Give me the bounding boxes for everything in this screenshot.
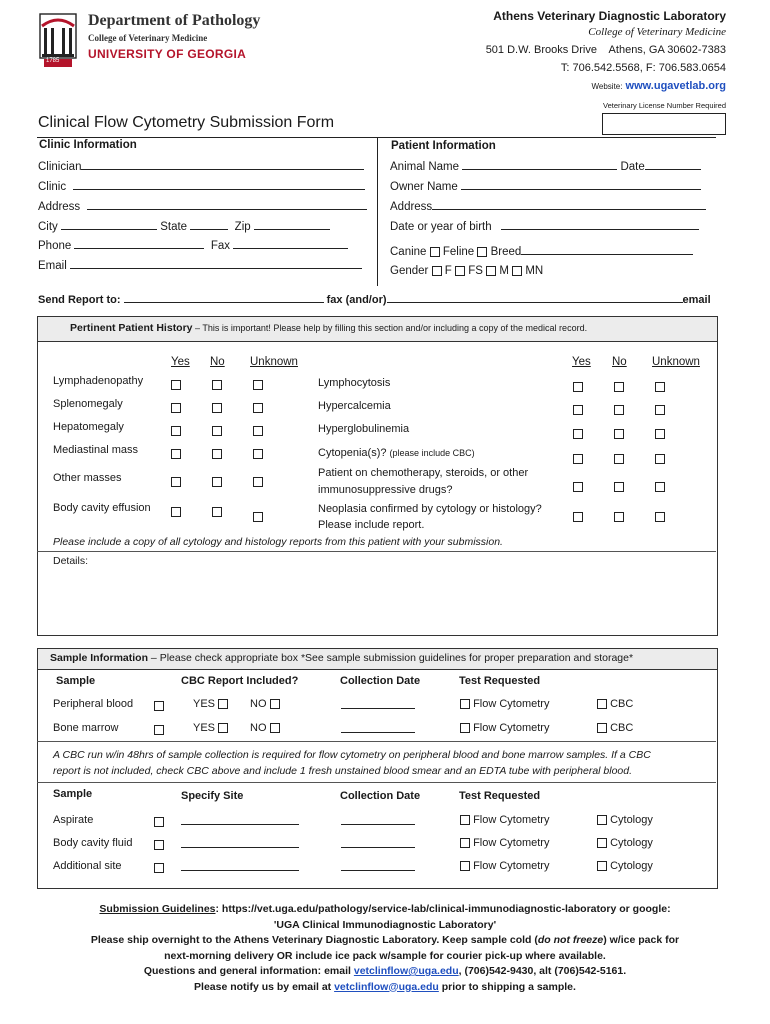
history-heading-row: [70, 322, 587, 334]
cb-chemo-unknown[interactable]: [655, 482, 665, 492]
cb-cytopenia-unknown[interactable]: [655, 454, 665, 464]
bone-marrow-date-input[interactable]: [341, 732, 415, 733]
clinic-heading: Clinic Information: [39, 139, 137, 151]
col-test-1: Test Requested: [459, 675, 541, 687]
gender-m-label: M: [499, 265, 509, 277]
hist-row-lymphocytosis: Lymphocytosis: [318, 377, 391, 389]
peripheral-flow-checkbox[interactable]: [460, 699, 470, 709]
hist-no-right: No: [612, 356, 627, 368]
aspirate-checkbox[interactable]: [154, 817, 164, 827]
body-cavity-label: Body cavity fluid: [53, 837, 133, 849]
cb-lymphadenopathy-unknown[interactable]: [253, 380, 263, 390]
cb-hepatomegaly-yes[interactable]: [171, 426, 181, 436]
aspirate-site-input[interactable]: [181, 824, 299, 825]
details-label: Details:: [53, 555, 89, 567]
guidelines-url[interactable]: : https://vet.uga.edu/pathology/service-lab/clinical-immunodiagnostic-laboratory or google:: [215, 903, 671, 915]
footer-google: 'UGA Clinical Immunodiagnostic Laboratory': [273, 918, 497, 931]
zip-label: Zip: [234, 221, 251, 233]
bone-marrow-label: Bone marrow: [53, 722, 119, 734]
clinic-address-field[interactable]: [38, 201, 367, 213]
peripheral-checkbox[interactable]: [154, 701, 164, 711]
gender-mn-label: MN: [525, 265, 544, 277]
body-cavity-cytology-label: Cytology: [610, 837, 653, 849]
sample-note: – Please check appropriate box *See sample submission guidelines for proper preparation and storage*: [148, 652, 634, 664]
cb-neoplasia-yes[interactable]: [573, 512, 583, 522]
patient-address-label: Address: [390, 201, 433, 213]
peripheral-date-input[interactable]: [341, 708, 415, 709]
footer: [20, 902, 750, 995]
peripheral-flow-label: Flow Cytometry: [473, 698, 550, 710]
body-cavity-flow-checkbox[interactable]: [460, 838, 470, 848]
cb-hypercalcemia-yes[interactable]: [573, 405, 583, 415]
additional-checkbox[interactable]: [154, 863, 164, 873]
cb-mediastinal-no[interactable]: [212, 449, 222, 459]
gender-fs-checkbox[interactable]: [486, 266, 496, 276]
col-date-1: Collection Date: [340, 675, 421, 687]
additional-date-input[interactable]: [341, 870, 415, 871]
cb-cytopenia-no[interactable]: [614, 454, 624, 464]
state-label: State: [160, 221, 188, 233]
cytopenia-note: (please include CBC): [389, 448, 475, 458]
bone-marrow-no-label: NO: [250, 722, 267, 734]
history-include-note: Please include a copy of all cytology and histology reports from this patient with your submission.: [53, 536, 503, 548]
aspirate-label: Aspirate: [53, 814, 94, 826]
hist-row-chemo: [318, 465, 542, 501]
sample-row-bone-marrow: [53, 722, 713, 734]
hist-unknown-right: Unknown: [652, 356, 700, 368]
gender-fs-label: FS: [468, 265, 483, 277]
breed-label: Breed: [490, 246, 522, 258]
cb-neoplasia-no[interactable]: [614, 512, 624, 522]
col-cbc: CBC Report Included?: [181, 675, 299, 687]
ship-text-1: Please ship overnight to the Athens Veterinary Diagnostic Laboratory. Keep sample cold (: [90, 934, 538, 946]
breed-input[interactable]: [521, 254, 693, 255]
license-label: Veterinary License Number Required: [603, 101, 726, 110]
bone-marrow-checkbox[interactable]: [154, 725, 164, 735]
cb-cytopenia-yes[interactable]: [573, 454, 583, 464]
cb-effusion-unknown[interactable]: [253, 512, 263, 522]
additional-site-input[interactable]: [181, 870, 299, 871]
hist-row-mediastinal: Mediastinal mass: [53, 444, 138, 456]
additional-cytology-label: Cytology: [610, 860, 653, 872]
footer-guidelines: [20, 902, 750, 918]
phone-label: Phone: [38, 240, 72, 252]
uga-logo: [38, 12, 90, 70]
cbc-note-line2: report is not included, check CBC above and include 1 fresh unstained blood smear and an EDTA tube with peripheral blood.: [53, 765, 633, 777]
hist-yes-right: Yes: [572, 356, 591, 368]
clinic-email-field[interactable]: [38, 260, 362, 272]
owner-name-label: Owner Name: [390, 181, 458, 193]
peripheral-cbc-checkbox[interactable]: [597, 699, 607, 709]
hist-row-hypercalcemia: Hypercalcemia: [318, 400, 391, 412]
gender-label: Gender: [390, 265, 429, 277]
sample-row-additional: [53, 860, 713, 872]
email-label: Email: [38, 260, 67, 272]
col-date-2: Collection Date: [340, 790, 421, 802]
aspirate-flow-checkbox[interactable]: [460, 815, 470, 825]
clinic-label: Clinic: [38, 181, 67, 193]
bone-marrow-no-checkbox[interactable]: [270, 723, 280, 733]
sample-row-peripheral: [53, 698, 713, 710]
cytopenia-label: Cytopenia(s)?: [318, 447, 387, 459]
hist-no-left: No: [210, 356, 225, 368]
notify-text-2: prior to shipping a sample.: [438, 980, 576, 993]
cbc-note: [53, 747, 651, 779]
chemo-line1: Patient on chemotherapy, steroids, or other: [318, 467, 529, 479]
cb-splenomegaly-no[interactable]: [212, 403, 222, 413]
peripheral-label: Peripheral blood: [53, 698, 134, 710]
additional-flow-label: Flow Cytometry: [473, 860, 550, 872]
cbc-note-top-rule: [37, 741, 716, 742]
cb-other-masses-no[interactable]: [212, 477, 222, 487]
lab-website-label: Website:: [591, 82, 623, 91]
hist-row-other-masses: Other masses: [53, 472, 122, 484]
footer-notify: [20, 980, 750, 996]
cb-mediastinal-yes[interactable]: [171, 449, 181, 459]
hist-row-lymphadenopathy: Lymphadenopathy: [53, 375, 144, 387]
notify-email-link[interactable]: vetclinflow@uga.edu: [334, 980, 439, 993]
lab-name: Athens Veterinary Diagnostic Laboratory: [493, 9, 726, 23]
cb-lymphocytosis-yes[interactable]: [573, 382, 583, 392]
cb-hypercalcemia-unknown[interactable]: [655, 405, 665, 415]
send-report-fax: fax (and/or): [326, 294, 387, 306]
body-cavity-flow-label: Flow Cytometry: [473, 837, 550, 849]
sample-row-body-cavity: [53, 837, 713, 849]
gender-field: [390, 265, 543, 277]
peripheral-no-label: NO: [250, 698, 267, 710]
bone-marrow-cbc-label: CBC: [610, 722, 634, 734]
cb-hyperglobulinemia-unknown[interactable]: [655, 429, 665, 439]
bone-marrow-yes-checkbox[interactable]: [218, 723, 228, 733]
aspirate-flow-label: Flow Cytometry: [473, 814, 550, 826]
cb-lymphadenopathy-yes[interactable]: [171, 380, 181, 390]
body-cavity-cytology-checkbox[interactable]: [597, 838, 607, 848]
details-input[interactable]: [95, 555, 705, 629]
hist-row-hepatomegaly: Hepatomegaly: [53, 421, 124, 433]
cb-lymphadenopathy-no[interactable]: [212, 380, 222, 390]
clinic-address-label: Address: [38, 201, 81, 213]
questions-text: Questions and general information: email: [143, 965, 354, 977]
body-cavity-date-input[interactable]: [341, 847, 415, 848]
sample-row-aspirate: [53, 814, 713, 826]
hist-left-checkboxes: [171, 379, 263, 518]
hist-left-labels: [53, 375, 151, 514]
canine-checkbox[interactable]: [430, 247, 440, 257]
questions-phone: , (706)542-9430, alt (706)542-5161.: [458, 965, 627, 977]
cb-hyperglobulinemia-no[interactable]: [614, 429, 624, 439]
patient-box: [378, 137, 716, 138]
form-title: Clinical Flow Cytometry Submission Form: [38, 114, 335, 131]
feline-checkbox[interactable]: [477, 247, 487, 257]
gender-f-checkbox[interactable]: [455, 266, 465, 276]
peripheral-yes-label: YES: [193, 698, 216, 710]
animal-name-label: Animal Name: [390, 161, 460, 173]
owner-name-field[interactable]: [390, 181, 701, 193]
cb-splenomegaly-unknown[interactable]: [253, 403, 263, 413]
cb-hepatomegaly-no[interactable]: [212, 426, 222, 436]
city-state-zip-field[interactable]: [38, 221, 330, 233]
lab-website-link[interactable]: www.ugavetlab.org: [625, 80, 726, 92]
cb-splenomegaly-yes[interactable]: [171, 403, 181, 413]
cb-neoplasia-unknown[interactable]: [655, 512, 665, 522]
cb-hepatomegaly-unknown[interactable]: [253, 426, 263, 436]
cb-effusion-no[interactable]: [212, 507, 222, 517]
guidelines-label: Submission Guidelines: [99, 903, 216, 915]
cb-hyperglobulinemia-yes[interactable]: [573, 429, 583, 439]
cb-mediastinal-unknown[interactable]: [253, 449, 263, 459]
clinic-field[interactable]: [38, 181, 365, 193]
footer-questions: [20, 964, 750, 980]
aspirate-date-input[interactable]: [341, 824, 415, 825]
send-report-email: email: [682, 294, 711, 306]
clinician-field[interactable]: [38, 161, 364, 173]
clinician-label: Clinician: [38, 161, 82, 173]
lab-phone: T: 706.542.5568, F: 706.583.0654: [560, 62, 726, 74]
lab-website-row: [592, 80, 727, 92]
cbc-note-line1: A CBC run w/in 48hrs of sample collection is required for flow cytometry on peripheral blood and bone marrow samples. If a CBC: [53, 749, 651, 761]
bone-marrow-yes-label: YES: [193, 722, 216, 734]
species-field: [390, 246, 693, 258]
chemo-line2: immunosuppressive drugs?: [318, 484, 453, 496]
logo-dept: Department of Pathology: [88, 12, 261, 29]
hist-right-labels: [318, 377, 542, 533]
sample-heading-row: [50, 652, 633, 664]
bone-marrow-flow-label: Flow Cytometry: [473, 722, 550, 734]
dob-label: Date or year of birth: [390, 221, 492, 233]
peripheral-no-checkbox[interactable]: [270, 699, 280, 709]
body-cavity-checkbox[interactable]: [154, 840, 164, 850]
send-report-label: Send Report to:: [38, 294, 121, 306]
history-heading: Pertinent Patient History: [70, 322, 193, 334]
col-sample-2: Sample: [53, 788, 93, 800]
bone-marrow-flow-checkbox[interactable]: [460, 723, 470, 733]
dob-field[interactable]: [390, 221, 699, 233]
city-label: City: [38, 221, 58, 233]
col-sample-1: Sample: [56, 675, 96, 687]
send-report-row[interactable]: [38, 294, 711, 306]
lab-address: 501 D.W. Brooks Drive Athens, GA 30602-7383: [485, 44, 726, 56]
license-number-box[interactable]: [602, 113, 726, 135]
ship-emphasis: do not freeze: [537, 934, 604, 946]
hist-right-checkboxes: [573, 381, 665, 523]
sample-heading: Sample Information: [50, 652, 149, 664]
phone-fax-field[interactable]: [38, 240, 348, 252]
fax-label: Fax: [210, 240, 231, 252]
additional-label: Additional site: [53, 860, 122, 872]
additional-cytology-checkbox[interactable]: [597, 861, 607, 871]
canine-label: Canine: [390, 246, 427, 258]
body-cavity-site-input[interactable]: [181, 847, 299, 848]
gender-f-label: F: [444, 265, 452, 277]
logo-college: College of Veterinary Medicine: [88, 33, 208, 43]
hist-row-cytopenia: [318, 447, 542, 465]
logo-university: UNIVERSITY OF GEORGIA: [88, 47, 247, 61]
cb-other-masses-yes[interactable]: [171, 477, 181, 487]
cb-effusion-yes[interactable]: [171, 507, 181, 517]
questions-email-link[interactable]: vetclinflow@uga.edu: [353, 965, 459, 977]
patient-heading: Patient Information: [391, 140, 496, 152]
aspirate-cytology-label: Cytology: [610, 814, 653, 826]
cb-other-masses-unknown[interactable]: [253, 477, 263, 487]
col-test-2: Test Requested: [459, 790, 541, 802]
footer-ship-2: next-morning delivery OR include ice pack w/sample for courier pick-up where available.: [164, 949, 606, 962]
hist-row-effusion: Body cavity effusion: [53, 502, 151, 514]
cb-hypercalcemia-no[interactable]: [614, 405, 624, 415]
patient-address-field[interactable]: [390, 201, 706, 213]
col-site: Specify Site: [181, 790, 244, 802]
cb-chemo-no[interactable]: [614, 482, 624, 492]
animal-name-field[interactable]: [390, 161, 701, 173]
peripheral-cbc-label: CBC: [610, 698, 634, 710]
lab-college: College of Veterinary Medicine: [588, 26, 726, 38]
ship-text-2: ) w/ice pack for: [603, 934, 680, 946]
feline-label: Feline: [442, 246, 475, 258]
additional-flow-checkbox[interactable]: [460, 861, 470, 871]
date-label: Date: [620, 161, 645, 173]
details-separator: [37, 551, 716, 552]
neo-line1: Neoplasia confirmed by cytology or histology?: [318, 503, 542, 515]
history-note: – This is important! Please help by filling this section and/or including a copy of the medical record.: [192, 323, 588, 333]
hist-row-neoplasia: [318, 501, 542, 533]
notify-text: Please notify us by email at: [194, 980, 335, 993]
cb-lymphocytosis-unknown[interactable]: [655, 382, 665, 392]
hist-yes-left: Yes: [171, 356, 190, 368]
hist-unknown-left: Unknown: [250, 356, 298, 368]
neo-line2: Please include report.: [318, 519, 425, 531]
hist-row-hyperglobulinemia: Hyperglobulinemia: [318, 423, 410, 435]
peripheral-yes-checkbox[interactable]: [218, 699, 228, 709]
cbc-note-bottom-rule: [37, 782, 716, 783]
footer-ship: [20, 933, 750, 949]
hist-row-splenomegaly: Splenomegaly: [53, 398, 123, 410]
cb-lymphocytosis-no[interactable]: [614, 382, 624, 392]
aspirate-cytology-checkbox[interactable]: [597, 815, 607, 825]
logo-year: 1785: [46, 58, 60, 64]
gender-m-checkbox[interactable]: [512, 266, 522, 276]
cb-chemo-yes[interactable]: [573, 482, 583, 492]
bone-marrow-cbc-checkbox[interactable]: [597, 723, 607, 733]
gender-checkbox[interactable]: [432, 266, 442, 276]
